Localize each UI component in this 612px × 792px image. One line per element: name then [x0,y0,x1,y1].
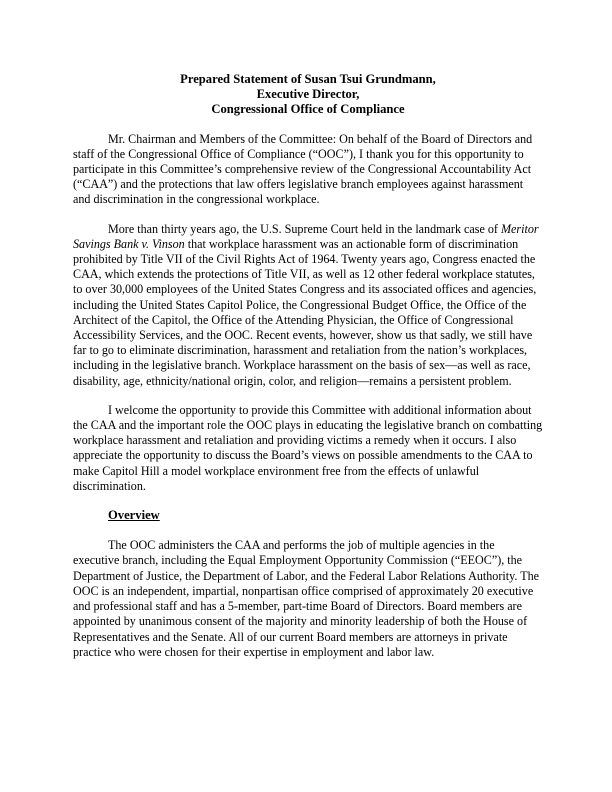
paragraph-history [73,222,543,389]
case-name: Meritor Savings Bank v. Vinson [73,221,539,251]
document-title [73,72,543,118]
title-line-3: Congressional Office of Compliance [211,102,405,117]
paragraph-introduction: Mr. Chairman and Members of the Committee: On behalf of the Board of Directors and staff of the Congressional Office of Compliance (“OOC”), I thank you for this opportunity to participate in this Committee’s comprehensive review of the Congressional Accountability Act (“CAA”) and the protections that law offers legislative branch employees against harassment and discrimination in the congressional workplace. [73,131,533,207]
title-line-2: Executive Director, [256,87,360,102]
document-page [73,72,543,660]
paragraph-welcome: I welcome the opportunity to provide this Committee with additional information about the CAA and the important role the OOC plays in educating the legislative branch on combatting workplace harassment and retaliation and providing victims a remedy when it occurs. I also appreciate the opportunity to discuss the Board’s views on possible amendments to the CAA to make Capitol Hill a model workplace environment free from the effects of unlawful discrimination. [73,402,543,493]
title-line-1: Prepared Statement of Susan Tsui Grundmann, [180,72,436,86]
paragraph-history-text-after: that workplace harassment was an actionable form of discrimination prohibited by Title VII of the Civil Rights Act of 1964. Twenty years ago, Congress enacted the CAA, which extends the protections of Title VII, as well as 12 other federal workplace statutes, to over 30,000 employees of the United States Congress and its associated offices and agencies, including the United States Capitol Police, the Congressional Budget Office, the Office of the Architect of the Capitol, the Office of the Attending Physician, the Office of Congressional Accessibility Services, and the OOC. Recent events, however, show us that sadly, we still have far to go to eliminate discrimination, harassment and retaliation from the nation’s workplaces, including in the legislative branch. Workplace harassment on the basis of sex—as well as race, disability, age, ethnicity/national origin, color, and religion—remains a persistent problem. [73,236,537,388]
section-heading-overview: Overview [108,508,160,523]
paragraph-overview: The OOC administers the CAA and performs the job of multiple agencies in the executive branch, including the Equal Employment Opportunity Commission (“EEOC”), the Department of Justice, the Department of Labor, and the Federal Labor Relations Authority. The OOC is an independent, impartial, nonpartisan office comprised of approximately 20 executive and professional staff and has a 5-member, part-time Board of Directors. Board members are appointed by unanimous consent of the majority and minority leadership of both the House of Representatives and the Senate. All of our current Board members are attorneys in private practice who were chosen for their expertise in employment and labor law. [73,538,539,659]
paragraph-history-text-before: More than thirty years ago, the U.S. Supreme Court held in the landmark case of [108,221,501,236]
